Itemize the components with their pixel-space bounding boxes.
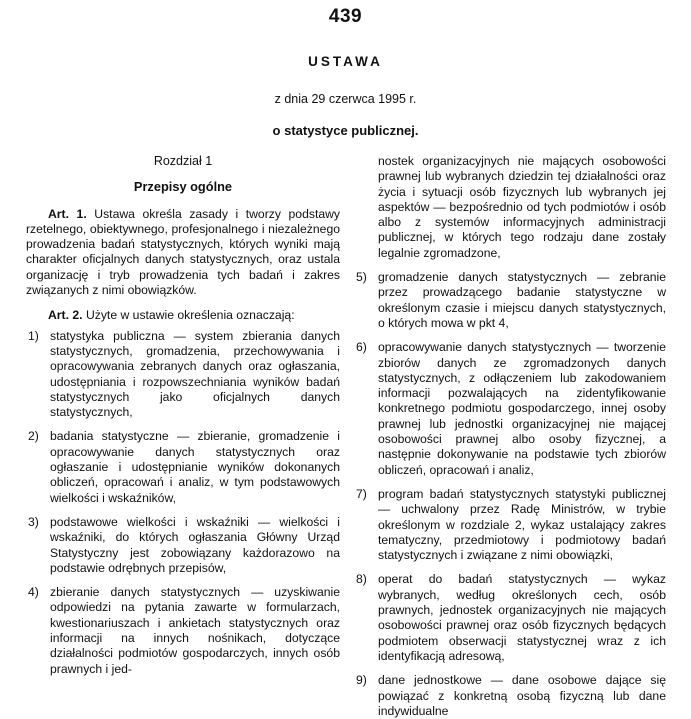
page-number: 439 bbox=[328, 6, 363, 27]
definition-item-6 bbox=[354, 340, 666, 478]
right-column bbox=[354, 154, 666, 719]
item-text: podstawowe wielkości i wskaźniki — wielkości i wskaźniki, do których ogłaszania Główny Urząd Statystyczny jest zobowiązany każdorazowo na podstawie odrębnych przepisów, bbox=[50, 514, 340, 575]
definition-item-4 bbox=[26, 585, 340, 677]
item-text: dane jednostkowe — dane osobowe dające się powiązać z konkretną osobą fizyczną lub dane indywidualne bbox=[378, 673, 666, 718]
item-number: 9) bbox=[356, 673, 367, 688]
article-2-intro-text: Użyte w ustawie określenia oznaczają: bbox=[85, 308, 295, 323]
item-number: 4) bbox=[28, 585, 39, 600]
definition-item-1 bbox=[26, 329, 340, 421]
article-2-heading: Art. 2. bbox=[48, 308, 83, 323]
act-type: USTAWA bbox=[308, 54, 383, 69]
definition-item-4-continuation: nostek organizacyjnych nie mających osobowości prawnej lub wybranych dziedzin tej działalności oraz życia i sytuacji osób fizycznych lub wybranych jej aspektów — bezpośrednio od tych podmiotów i osób albo z systemów informacyjnych administracji publicznej, w których tego rodzaju dane zostały legalnie zgromadzone, bbox=[378, 154, 666, 260]
item-text: statystyka publiczna — system zbierania danych statystycznych, gromadzenia, przechowywania i opracowywania zebranych danych oraz ogłaszania, udostępniania i rozpowszechniania wyników badań statystycznych jako oficjalnych danych statystycznych, bbox=[50, 328, 340, 420]
article-1-heading: Art. 1. bbox=[48, 206, 87, 221]
act-title: o statystyce publicznej. bbox=[272, 123, 419, 138]
article-1-text: Ustawa określa zasady i tworzy podstawy rzetelnego, obiektywnego, profesjonalnego i niezależnego prowadzenia badań statystycznych, których wyniki mają charakter oficjalnych danych statystycznych, oraz ustala organizację i tryb prowadzenia tych badań i zakres związanych z nimi obowiązków. bbox=[26, 206, 340, 298]
chapter-label: Rozdział 1 bbox=[153, 154, 213, 168]
definition-item-2 bbox=[26, 429, 340, 505]
definition-item-7 bbox=[354, 487, 666, 563]
definition-item-3 bbox=[26, 515, 340, 576]
item-number: 2) bbox=[28, 429, 39, 444]
left-column bbox=[26, 154, 340, 677]
definition-item-5 bbox=[354, 270, 666, 331]
item-number: 6) bbox=[356, 340, 367, 355]
item-text: operat do badań statystycznych — wykaz wybranych, według określonych cech, osób prawnych, jednostek organizacyjnych nie mających osobowości prawnej oraz osób fizycznych będących podmiotem obserwacji statystycznej wraz z ich identyfikacją adresową, bbox=[378, 572, 666, 663]
definition-item-8 bbox=[354, 572, 666, 664]
item-number: 5) bbox=[356, 270, 367, 285]
item-number: 3) bbox=[28, 514, 39, 529]
item-number: 8) bbox=[356, 572, 367, 587]
article-1 bbox=[26, 207, 340, 299]
act-date: z dnia 29 czerwca 1995 r. bbox=[274, 92, 417, 106]
item-text: badania statystyczne — zbieranie, gromadzenie i opracowywanie danych statystycznych oraz ogłaszanie i udostępnianie wyników dokonanych obliczeń, opracowań i analiz, w tym podstawowych wielkości i wskaźników, bbox=[50, 429, 340, 505]
item-text: gromadzenie danych statystycznych — zebranie przez prowadzącego badanie statystyczne w określonym czasie i miejscu danych statystycznych, o których mowa w pkt 4, bbox=[378, 270, 666, 330]
item-number: 7) bbox=[356, 486, 367, 501]
article-2-intro bbox=[26, 308, 340, 323]
item-number: 1) bbox=[28, 328, 39, 343]
item-text: zbieranie danych statystycznych — uzyskiwanie odpowiedzi na pytania zawarte w formularzach, kwestionariuszach i ankietach statystycznych oraz informacji na innych nośnikach, dotyczące działalności podmiotów gospodarczych, innych osób prawnych i jed- bbox=[50, 585, 340, 676]
item-text: program badań statystycznych statystyki publicznej — uchwalony przez Radę Ministrów, w trybie określonym w rozdziale 2, wykaz ustalający zakres tematyczny, przedmiotowy i podmiotowy badań statystycznych i związane z nimi obowiązki, bbox=[378, 486, 666, 563]
item-text: opracowywanie danych statystycznych — tworzenie zbiorów danych ze zgromadzonych danych statystycznych, z odłączeniem lub zakodowaniem informacji pozwalających na zidentyfikowanie konkretnego podmiotu gospodarczego, innej osoby prawnej lub jednostki organizacyjnej nie mającej osobowości prawnej albo osoby fizycznej, a następnie dokonywanie na podstawie tych zbiorów obliczeń, opracowań i analiz, bbox=[378, 340, 666, 477]
chapter-title: Przepisy ogólne bbox=[133, 179, 233, 195]
definition-item-9 bbox=[354, 673, 666, 719]
